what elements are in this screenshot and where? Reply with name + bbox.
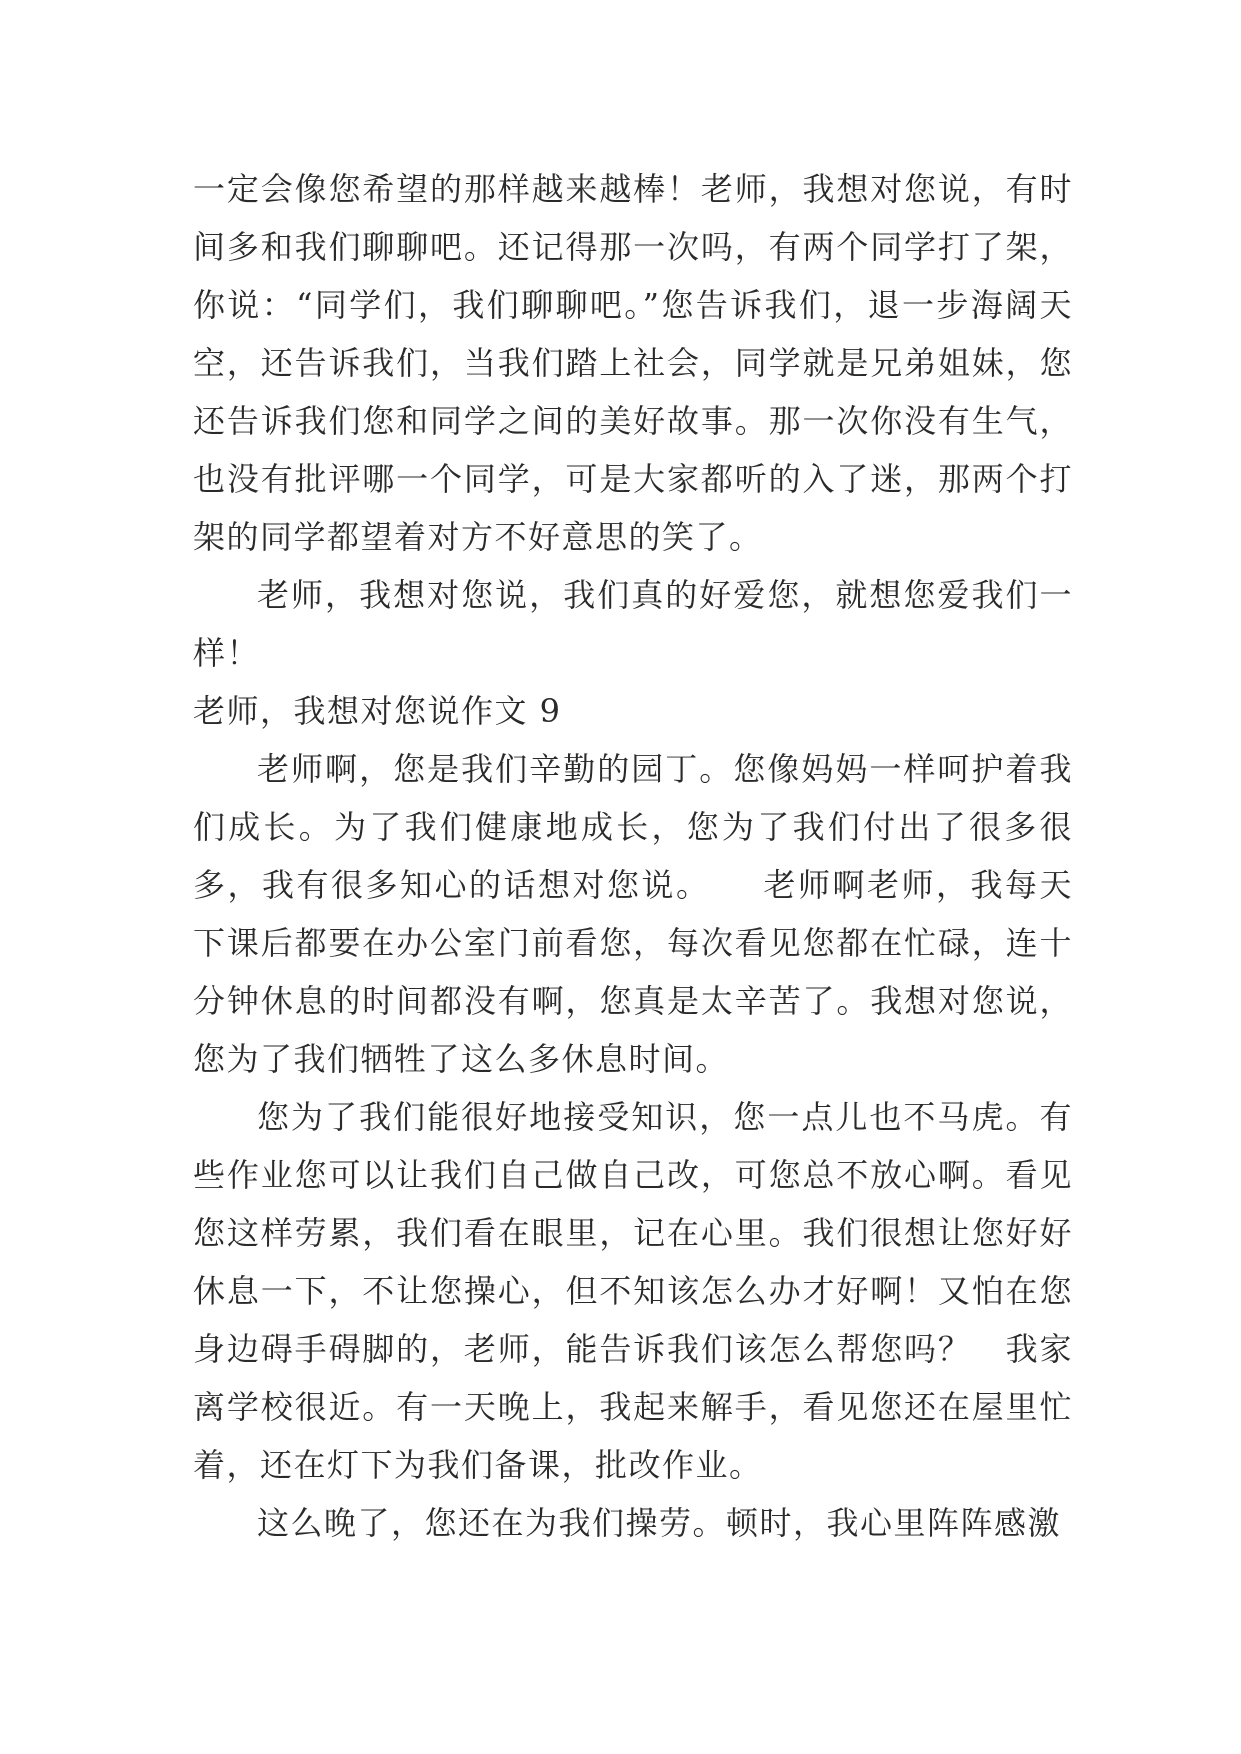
paragraph: 您为了我们能很好地接受知识，您一点儿也不马虎。有些作业您可以让我们自己做自己改，可您总不放心啊。看见您这样劳累，我们看在眼里，记在心里。我们很想让您好好休息一下，不让您操心，但不知该怎么办才好啊！又怕在您身边碍手碍脚的，老师，能告诉我们该怎么帮您吗？ 我家离学校很近。有一天晚上，我起来解手，看见您还在屋里忙着，还在灯下为我们备课，批改作业。 (193, 1098, 1073, 1484)
document-body (193, 160, 1073, 1552)
paragraph: 这么晚了，您还在为我们操劳。顿时，我心里阵阵感激 (257, 1504, 1062, 1542)
paragraph-closing: 老师，我想对您说，我们真的好爱您，就想您爱我们一样！ (193, 576, 1073, 672)
paragraph-continuation: 一定会像您希望的那样越来越棒！老师，我想对您说，有时间多和我们聊聊吧。还记得那一次吗，有两个同学打了架，你说：“同学们，我们聊聊吧。”您告诉我们，退一步海阔天空，还告诉我们，当我们踏上社会，同学就是兄弟姐妹，您还告诉我们您和同学之间的美好故事。那一次你没有生气，也没有批评哪一个同学，可是大家都听的入了迷，那两个打架的同学都望着对方不好意思的笑了。 (193, 170, 1073, 556)
essay-title: 老师，我想对您说作文 9 (193, 692, 562, 730)
paragraph: 老师啊，您是我们辛勤的园丁。您像妈妈一样呵护着我们成长。为了我们健康地成长，您为了我们付出了很多很多，我有很多知心的话想对您说。 老师啊老师，我每天下课后都要在办公室门前看您，每次看见您都在忙碌，连十分钟休息的时间都没有啊，您真是太辛苦了。我想对您说，您为了我们牺牲了这么多休息时间。 (193, 750, 1073, 1078)
